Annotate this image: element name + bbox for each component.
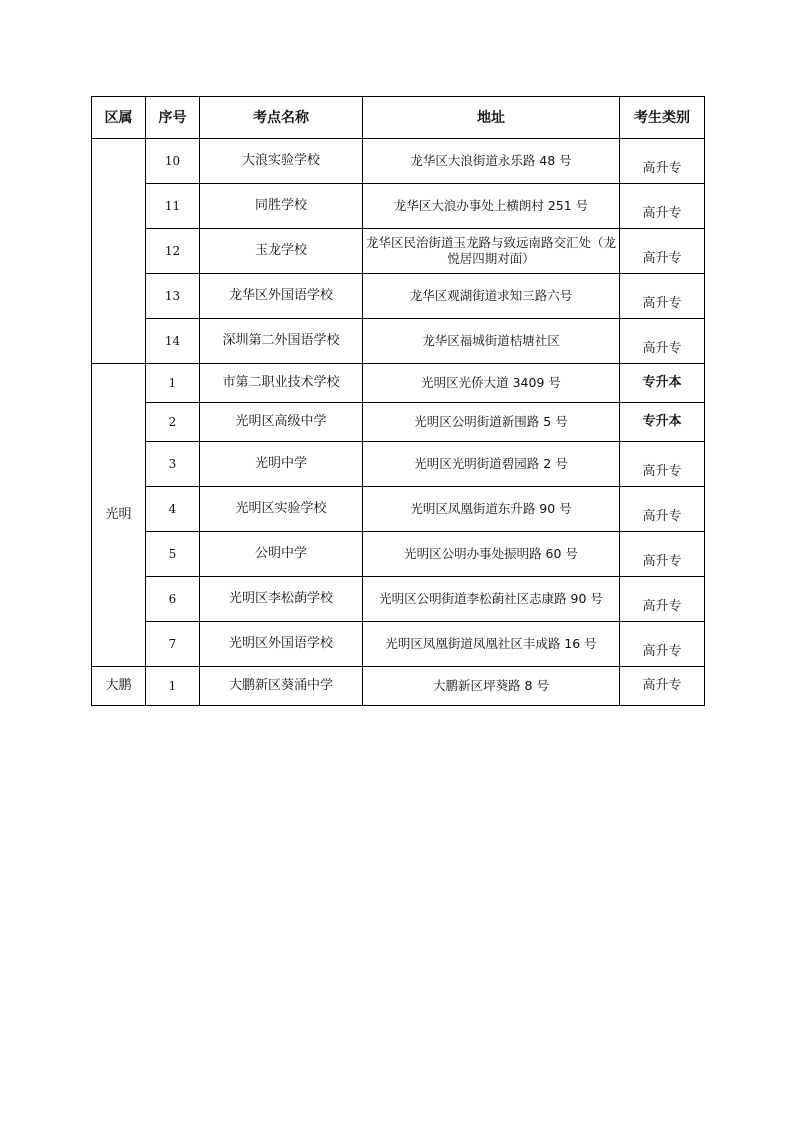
address-cell: 光明区光明街道碧园路 2 号 <box>363 442 620 487</box>
table-row <box>92 577 705 622</box>
header-address: 地址 <box>363 97 620 139</box>
category-cell: 专升本 <box>620 364 705 403</box>
category-cell: 高升专 <box>620 667 705 706</box>
address-cell: 龙华区大浪街道永乐路 48 号 <box>363 139 620 184</box>
category-cell: 高升专 <box>620 442 705 487</box>
table-header-row <box>92 97 705 139</box>
table-row <box>92 319 705 364</box>
table-row <box>92 184 705 229</box>
site-name-cell: 光明区实验学校 <box>200 487 363 532</box>
table-row <box>92 532 705 577</box>
site-name-cell: 光明区高级中学 <box>200 403 363 442</box>
header-district: 区属 <box>92 97 146 139</box>
category-cell: 高升专 <box>620 229 705 274</box>
address-cell: 大鹏新区坪葵路 8 号 <box>363 667 620 706</box>
site-name-cell: 龙华区外国语学校 <box>200 274 363 319</box>
exam-site-table <box>91 96 705 706</box>
district-cell: 光明 <box>92 364 146 667</box>
site-name-cell: 光明区外国语学校 <box>200 622 363 667</box>
category-cell: 高升专 <box>620 319 705 364</box>
address-cell: 光明区公明街道李松蓢社区志康路 90 号 <box>363 577 620 622</box>
address-cell: 龙华区福城街道桔塘社区 <box>363 319 620 364</box>
site-name-cell: 光明中学 <box>200 442 363 487</box>
seq-cell: 2 <box>146 403 200 442</box>
seq-cell: 10 <box>146 139 200 184</box>
site-name-cell: 玉龙学校 <box>200 229 363 274</box>
site-name-cell: 大鹏新区葵涌中学 <box>200 667 363 706</box>
category-cell: 高升专 <box>620 139 705 184</box>
seq-cell: 5 <box>146 532 200 577</box>
address-cell: 光明区凤凰街道凤凰社区丰成路 16 号 <box>363 622 620 667</box>
category-cell: 高升专 <box>620 487 705 532</box>
address-cell: 光明区公明办事处振明路 60 号 <box>363 532 620 577</box>
address-cell: 光明区光侨大道 3409 号 <box>363 364 620 403</box>
address-cell: 龙华区民治街道玉龙路与致远南路交汇处（龙悦居四期对面） <box>363 229 620 274</box>
seq-cell: 1 <box>146 667 200 706</box>
district-cell <box>92 139 146 364</box>
table-row <box>92 403 705 442</box>
table-row <box>92 667 705 706</box>
table-row <box>92 274 705 319</box>
district-cell: 大鹏 <box>92 667 146 706</box>
category-cell: 高升专 <box>620 184 705 229</box>
address-cell: 光明区凤凰街道东升路 90 号 <box>363 487 620 532</box>
seq-cell: 4 <box>146 487 200 532</box>
site-name-cell: 光明区李松蓢学校 <box>200 577 363 622</box>
category-cell: 专升本 <box>620 403 705 442</box>
table-row <box>92 229 705 274</box>
category-cell: 高升专 <box>620 622 705 667</box>
site-name-cell: 市第二职业技术学校 <box>200 364 363 403</box>
category-cell: 高升专 <box>620 532 705 577</box>
address-cell: 龙华区大浪办事处上横朗村 251 号 <box>363 184 620 229</box>
seq-cell: 7 <box>146 622 200 667</box>
seq-cell: 14 <box>146 319 200 364</box>
category-cell: 高升专 <box>620 577 705 622</box>
table-row <box>92 139 705 184</box>
seq-cell: 11 <box>146 184 200 229</box>
seq-cell: 6 <box>146 577 200 622</box>
seq-cell: 12 <box>146 229 200 274</box>
site-name-cell: 公明中学 <box>200 532 363 577</box>
site-name-cell: 同胜学校 <box>200 184 363 229</box>
seq-cell: 13 <box>146 274 200 319</box>
address-cell: 光明区公明街道新围路 5 号 <box>363 403 620 442</box>
address-cell: 龙华区观湖街道求知三路六号 <box>363 274 620 319</box>
site-name-cell: 大浪实验学校 <box>200 139 363 184</box>
table-row <box>92 442 705 487</box>
table-row <box>92 364 705 403</box>
header-category: 考生类别 <box>620 97 705 139</box>
header-name: 考点名称 <box>200 97 363 139</box>
table-row <box>92 622 705 667</box>
site-name-cell: 深圳第二外国语学校 <box>200 319 363 364</box>
category-cell: 高升专 <box>620 274 705 319</box>
seq-cell: 3 <box>146 442 200 487</box>
table-row <box>92 487 705 532</box>
header-seq: 序号 <box>146 97 200 139</box>
seq-cell: 1 <box>146 364 200 403</box>
